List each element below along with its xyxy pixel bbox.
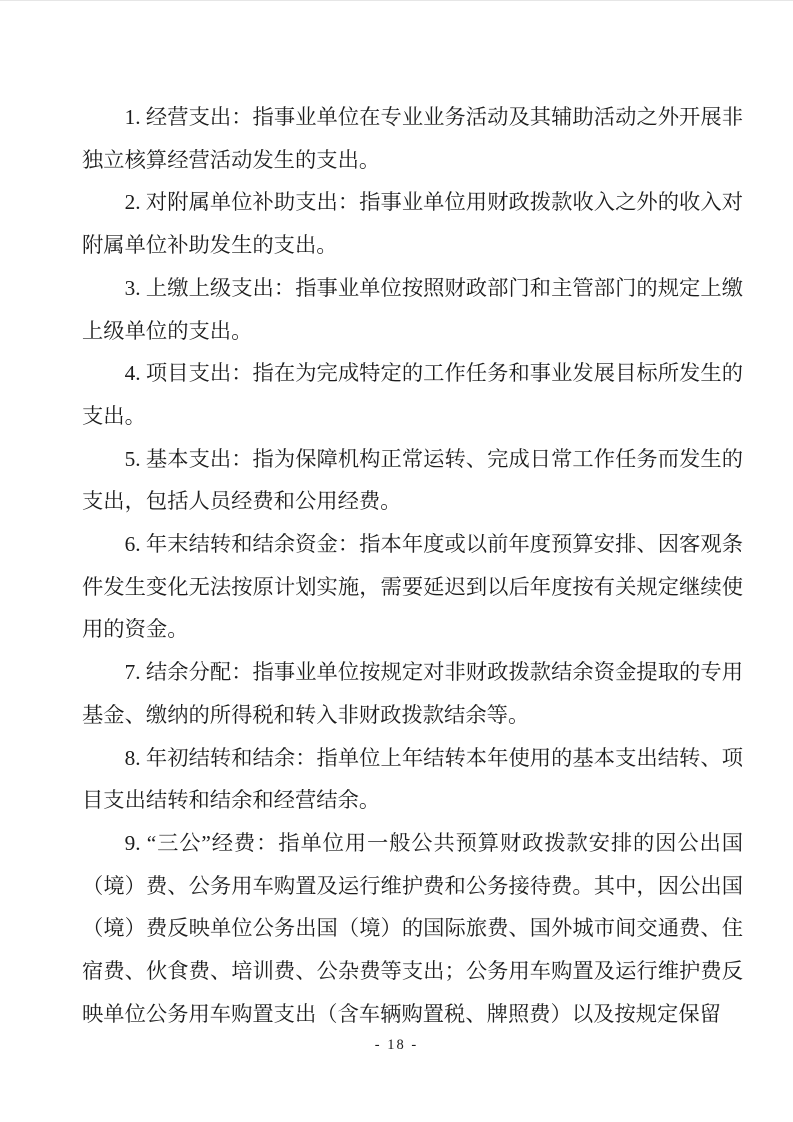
paragraph-4-project-expenditure: 4. 项目支出：指在为完成特定的工作任务和事业发展目标所发生的支出。 <box>82 361 743 428</box>
paragraph-6-year-end-carryover: 6. 年末结转和结余资金：指本年度或以前年度预算安排、因客观条件发生变化无法按原计划实施，需要延迟到以后年度按有关规定继续使用的资金。 <box>82 532 743 642</box>
paragraph-1-operating-expenditure: 1. 经营支出：指事业单位在专业业务活动及其辅助活动之外开展非独立核算经营活动发生的支出。 <box>82 105 743 172</box>
document-body <box>82 96 743 1035</box>
paragraph-8-beginning-carryover: 8. 年初结转和结余：指单位上年结转本年使用的基本支出结转、项目支出结转和结余和经营结余。 <box>82 745 743 813</box>
paragraph-3-payment-to-superior: 3. 上缴上级支出：指事业单位按照财政部门和主管部门的规定上缴上级单位的支出。 <box>82 275 743 343</box>
paragraph-5-basic-expenditure: 5. 基本支出：指为保障机构正常运转、完成日常工作任务而发生的支出，包括人员经费和公用经费。 <box>82 446 743 514</box>
paragraph-2-subsidy-to-affiliates: 2. 对附属单位补助支出：指事业单位用财政拨款收入之外的收入对附属单位补助发生的支出。 <box>82 190 743 258</box>
paragraph-9-three-public-funds: 9. “三公”经费：指单位用一般公共预算财政拨款安排的因公出国（境）费、公务用车购置及运行维护费和公务接待费。其中，因公出国（境）费反映单位公务出国（境）的国际旅费、国外城市间交通费、住宿费、伙食费、培训费、公杂费等支出；公务用车购置及运行维护费反映单位公务用车购置支出（含车辆购置税、牌照费）以及按规定保留 <box>82 830 743 1026</box>
page-number: - 18 - <box>374 1037 419 1053</box>
paragraph-7-surplus-distribution: 7. 结余分配：指事业单位按规定对非财政拨款结余资金提取的专用基金、缴纳的所得税和转入非财政拨款结余等。 <box>82 660 743 727</box>
